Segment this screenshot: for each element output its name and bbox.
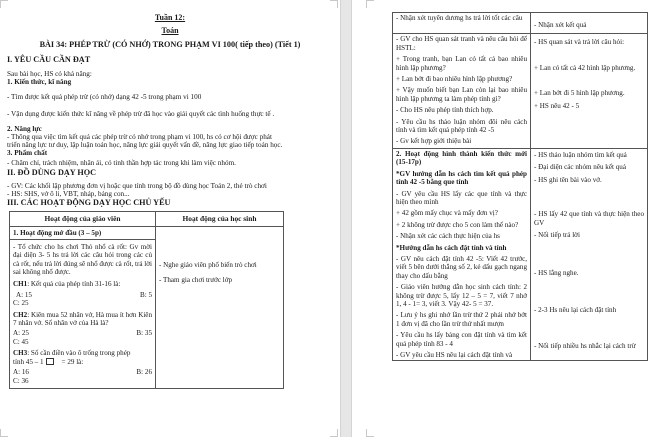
q3-option-c: C: 36 — [13, 376, 29, 385]
student-item: - Nối tiếp trả lời — [534, 230, 580, 239]
teacher-item: + 2 không trừ được cho 5 con làm thế nào? — [396, 220, 519, 229]
student-item: + HS nêu 42 - 5 — [534, 101, 580, 110]
student-item: - 2-3 Hs nêu lại cách đặt tính — [534, 305, 617, 314]
table-row — [10, 227, 284, 239]
student-item: - Đại diện các nhóm nêu kết quả — [534, 163, 626, 172]
teacher-activity-cell — [393, 13, 531, 34]
document-page-right — [352, 0, 650, 437]
sub1-item: - Tìm được kết quả phép trừ (có nhớ) dạng 42 -5 trong phạm vi 100 — [7, 93, 202, 101]
table-row — [393, 148, 648, 361]
blank-box-icon — [46, 358, 54, 365]
q1-options: A: 15 B: 5 — [16, 290, 152, 299]
activity2-subtitle-2: *Hướng dẫn hs cách đặt tính và tính — [396, 243, 507, 252]
subject-title: Toán — [161, 26, 179, 35]
sub3-item: - Chăm chỉ, trách nhiệm, nhân ái, có tinh thần hợp tác trong khi làm việc nhóm. — [7, 159, 236, 167]
teacher-item: + Vậy muốn biết bạn Lan còn lại bao nhiêu hình lập phương ta làm phép tính gì? — [396, 86, 527, 103]
sub2-heading: 2. Năng lực — [7, 125, 42, 133]
student-item: - Nối tiếp nhiều hs nhắc lại cách trừ — [534, 342, 636, 351]
q2-option-c: C: 45 — [13, 337, 29, 346]
crop-mark — [366, 429, 374, 437]
sub1-item: - Vận dụng được kiến thức kĩ năng về phép trừ đã học vào giải quyết các tình huống thực tế . — [7, 110, 275, 118]
sub3-heading: 3. Phẩm chất — [7, 149, 48, 157]
teacher-activity-cell — [393, 34, 531, 148]
crop-mark — [330, 429, 338, 437]
crop-mark — [0, 429, 8, 437]
student-item: + Lan bớt đi 5 hình lập phương. — [534, 89, 625, 98]
lesson-title: BÀI 34: PHÉP TRỪ (CÓ NHỚ) TRONG PHẠM VI 100( tiếp theo) (Tiết 1) — [39, 40, 301, 49]
student-item: - HS lắng nghe. — [534, 269, 579, 278]
sub2-line: triển năng lực tư duy, lập luận toán học, năng lực giải quyết vấn đề, năng lực giao tiếp toán học. — [7, 141, 283, 149]
teacher-item: - Cho HS nêu phép tính thích hợp. — [396, 106, 494, 115]
student-item: - HS lấy 42 que tính và thực hiện theo GV — [534, 210, 644, 227]
question-2: CH2: Kiên mua 52 nhãn vở, Hà mua ít hơn Kiên 7 nhãn vở. Số nhãn vở của Hà là? — [13, 310, 152, 328]
lesson-plan-table-continued — [392, 12, 648, 361]
activity2-title: 2. Hoạt động hình thành kiến thức mới (15-17p) — [396, 149, 527, 167]
teacher-item: - GV nêu cách đặt tính 42 -5: Viết 42 trước, viết 5 bên dưới thẳng số 2, kẻ dấu gạch ngang thay cho dấu bằng — [396, 254, 527, 280]
teacher-item: - Gv kết hợp giới thiệu bài — [396, 137, 472, 146]
teacher-item: - Giáo viên hướng dẫn học sinh cách tính: 2 không trừ được 5, lấy 12 – 5 = 7, viết 7 nhớ 1, 4 - 1= 3, viết 3. Vậy 42- 5 = 37. — [396, 283, 527, 308]
teacher-item: - Yêu cầu hs lấy bảng con đặt tính và tìm kết quả phép tính 83 - 4 — [396, 331, 527, 348]
teacher-item: - GV cho HS quan sát tranh và nêu câu hỏi để HSTL: — [396, 35, 527, 52]
teacher-activity-cell — [393, 148, 531, 361]
student-activity-cell — [531, 13, 648, 34]
header-student: Hoạt động của học sinh — [156, 212, 284, 227]
teacher-item: + Trong tranh, bạn Lan có tất cả bao nhiêu hình lập phương? — [396, 55, 527, 72]
teacher-item: + Lan bớt đi bao nhiêu hình lập phương? — [396, 75, 513, 84]
teacher-item: - GV yêu cầu HS lấy các que tính và thực hiện theo mình — [396, 189, 527, 206]
table-row — [393, 13, 648, 34]
student-item: + Lan có tất cả 42 hình lập phương. — [534, 63, 636, 72]
teacher-item: - Lưu ý hs ghi nhớ lần trừ thứ 2 phải nhớ bớt 1 đơn vị đã cho lần trừ thứ nhất mượn — [396, 311, 527, 328]
crop-mark — [366, 0, 374, 8]
q3-expression: tính 45 – 1 = 29 là: — [13, 357, 84, 366]
section1-heading: I. YÊU CẦU CẦN ĐẠT — [7, 55, 91, 64]
section2-heading: II. ĐỒ DÙNG DẠY HỌC — [7, 168, 97, 177]
crop-mark — [330, 0, 338, 8]
game-intro: - Tổ chức cho hs chơi Thỏ nhổ cà rốt: Gv mời đại diện 3- 5 hs trả lời các câu hỏi trong các củ cà rốt, nếu trả lời đúng sẽ nhổ được cà rốt, trả lời sai không nhổ được. — [13, 242, 152, 277]
table-header-row — [10, 212, 284, 227]
section1-intro: Sau bài học, HS có khả năng: — [7, 70, 92, 78]
student-item: - Nghe giáo viên phổ biến trò chơi — [159, 261, 257, 270]
crop-mark — [0, 0, 8, 8]
teacher-item: - Nhận xét tuyên dương hs trả lời tốt các câu — [396, 14, 523, 22]
student-item: - HS ghi tên bài vào vở. — [534, 175, 602, 184]
activity1-title: 1. Hoạt động mở đầu (3 – 5p) — [13, 229, 102, 238]
question-1: CH1: Kết quả của phép tính 31-16 là: — [13, 280, 121, 289]
lesson-plan-table — [9, 211, 284, 389]
teacher-item: - Yêu cầu hs thảo luận nhóm đôi nêu cách tính và tìm kết quả phép tính 42 -5 — [396, 117, 527, 135]
activity1-title-cell — [10, 227, 156, 239]
teacher-item: - Nhận xét các cách thực hiện của hs — [396, 232, 500, 241]
teacher-item: - GV yêu cầu HS nêu lại cách đặt tính và — [396, 351, 513, 359]
header-teacher: Hoạt động của giáo viên — [10, 212, 156, 227]
student-item: - HS thảo luận nhóm tìm kết quả — [534, 150, 627, 159]
activity2-subtitle: *GV hướng dẫn hs cách tìm kết quả phép tính 42 -5 bằng que tính — [396, 169, 527, 187]
section2-item: - HS: SHS, vở ô li, VBT, nháp, bảng con... — [7, 190, 130, 198]
page-gutter — [340, 0, 352, 437]
section3-heading: III. CÁC HOẠT ĐỘNG DẠY HỌC CHỦ YẾU — [7, 198, 171, 207]
sub1-heading: 1. Kiến thức, kĩ năng — [7, 78, 72, 86]
week-title: Tuần 12: — [154, 13, 186, 22]
teacher-item: + 42 gồm mấy chục và mấy đơn vị? — [396, 209, 498, 218]
table-row — [393, 34, 648, 148]
student-activity-cell — [531, 148, 648, 361]
teacher-activity-cell — [10, 239, 156, 388]
sub2-line: - Thông qua việc tìm kết quả các phép trừ có nhớ trong phạm vi 100, hs có cơ hội được phát — [7, 133, 272, 141]
student-item: - Nhận xét kết quả — [534, 21, 587, 29]
q3-options: A: 16 B: 26 — [13, 368, 152, 377]
student-item: - Tham gia chơi trước lớp — [159, 275, 233, 284]
q2-options: A: 25 B: 35 — [13, 329, 152, 338]
student-activity-cell — [156, 227, 284, 389]
student-activity-cell — [531, 34, 648, 148]
question-3: CH3: Số cần điền vào ô trống trong phép — [13, 349, 131, 358]
student-item: - HS quan sát và trả lời câu hỏi: — [534, 38, 625, 47]
section2-item: - GV: Các khối lập phương đơn vị hoặc que tính trong bộ đồ dùng học Toán 2, thẻ trò chơi — [7, 182, 267, 190]
q1-option-c: C: 25 — [13, 299, 29, 308]
